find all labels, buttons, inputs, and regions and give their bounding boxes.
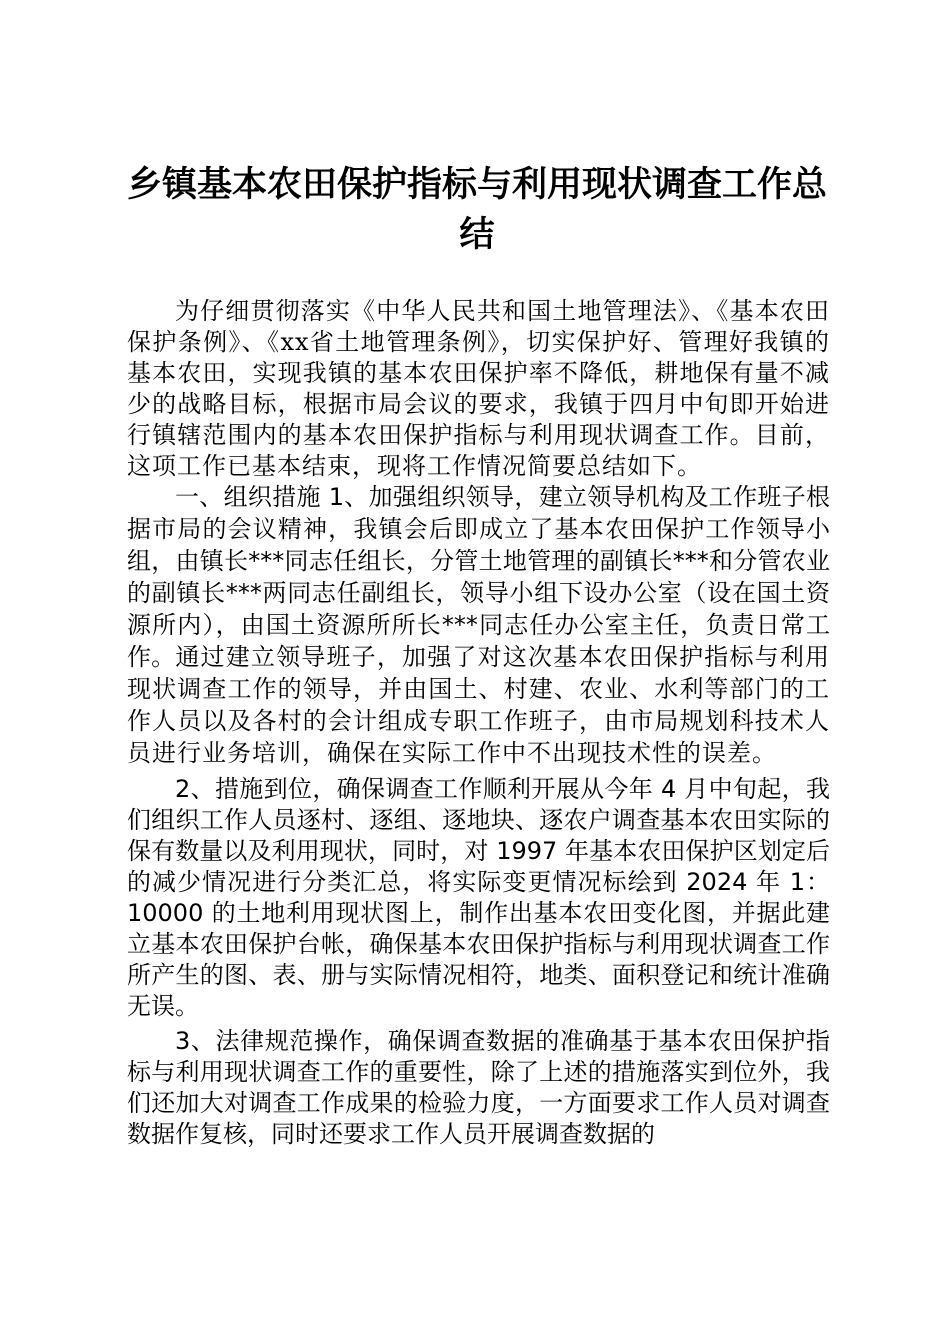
section-1-paragraph <box>127 482 830 770</box>
intro-paragraph: 为仔细贯彻落实《中华人民共和国土地管理法》、《基本农田保护条例》、《xx省土地管理条例》，切实保护好、管理好我镇的基本农田，实现我镇的基本农田保护率不降低，耕地保有量不减少的战略目标，根据市局会议的要求，我镇于四月中旬即开始进行镇辖范围内的基本农田保护指标与利用现状调查工作。目前，这项工作已基本结束，现将工作情况简要总结如下。 <box>127 297 830 480</box>
document-body <box>127 296 830 1150</box>
section-2-paragraph: 2、措施到位，确保调查工作顺利开展从今年 4 月中旬起，我们组织工作人员逐村、逐组、逐地块、逐农户调查基本农田实际的保有数量以及利用现状，同时，对 1997 年基本农田保护区划定后的减少情况进行分类汇总，将实际变更情况标绘到 2024 年 1：10000 的土地利用现状图上，制作出基本农田变化图，并据此建立基本农田保护台帐，确保基本农田保护指标与利用现状调查工作所产生的图、表、册与实际情况相符，地类、面积登记和统计准确无误。 <box>127 775 830 1020</box>
document-title: 乡镇基本农田保护指标与利用现状调查工作总结 <box>127 165 828 255</box>
section-1-text-part-1: 一、组织措施 1、加强组织领导，建立领导机构及工作班子根据市局的会议精神，我镇会后即成立了基本农田保护工作领导小组，由镇长***同志任组长，分管土地管理的副镇长***和分管农业的副镇长***两同志任副组长，领导小组下设办公室（设在国土资源所内），由国土资源所所长***同志任办公室主任，负责日常工作。 <box>127 483 830 671</box>
section-1-text-part-2: 通过建立领导班子，加强了对这次基本农田保护指标与利用现状调查工作的领导，并由国土、村建、农业、水利等部门的工作人员以及各村的会计组成专职工作班子，由市局规划科技术人员进行业务培训，确保在实际工作中不出现技术性的误差。 <box>127 643 831 767</box>
section-3-paragraph: 3、法律规范操作，确保调查数据的准确基于基本农田保护指标与利用现状调查工作的重要性，除了上述的措施落实到位外，我们还加大对调查工作成果的检验力度，一方面要求工作人员对调查数据作复核，同时还要求工作人员开展调查数据的 <box>127 1027 830 1148</box>
